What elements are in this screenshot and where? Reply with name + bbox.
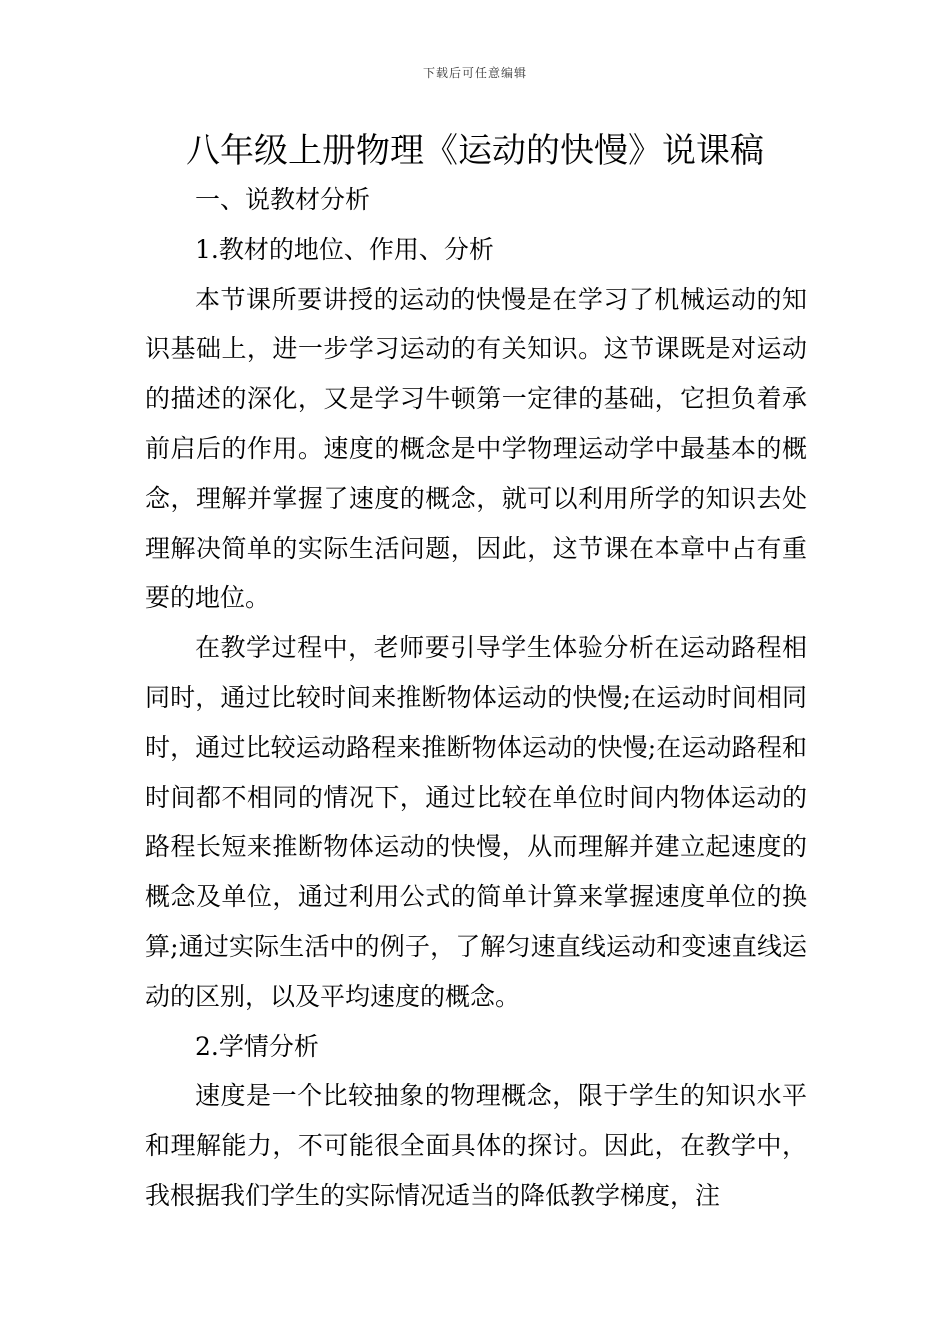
download-note: 下载后可任意编辑: [422, 66, 527, 80]
section-heading-analysis: 一、说教材分析: [195, 185, 371, 214]
subsection-heading-textbook-role: 1.教材的地位、作用、分析: [195, 234, 494, 264]
subsection-heading-student-analysis: 2.学情分析: [195, 1031, 319, 1061]
document-title: 八年级上册物理《运动的快慢》说课稿: [186, 131, 764, 171]
paragraph-teaching-process: 在教学过程中，老师要引导学生体验分析在运动路程相同时，通过比较时间来推断物体运动的快慢;在运动时间相同时，通过比较运动路程来推断物体运动的快慢;在运动路程和时间都不相同的情况下，通过比较在单位时间内物体运动的路程长短来推断物体运动的快慢，从而理解并建立起速度的概念及单位，通过利用公式的简单计算来掌握速度单位的换算;通过实际生活中的例子，了解匀速直线运动和变速直线运动的区别，以及平均速度的概念。: [145, 633, 807, 1011]
paragraph-student-analysis: 速度是一个比较抽象的物理概念，限于学生的知识水平和理解能力，不可能很全面具体的探讨。因此，在教学中，我根据我们学生的实际情况适当的降低教学梯度，注: [145, 1081, 807, 1210]
paragraph-textbook-position: 本节课所要讲授的运动的快慢是在学习了机械运动的知识基础上，进一步学习运动的有关知识。这节课既是对运动的描述的深化，又是学习牛顿第一定律的基础，它担负着承前启后的作用。速度的概念是中学物理运动学中最基本的概念，理解并掌握了速度的概念，就可以利用所学的知识去处理解决简单的实际生活问题，因此，这节课在本章中占有重要的地位。: [145, 284, 807, 613]
document-body: [145, 175, 807, 1221]
